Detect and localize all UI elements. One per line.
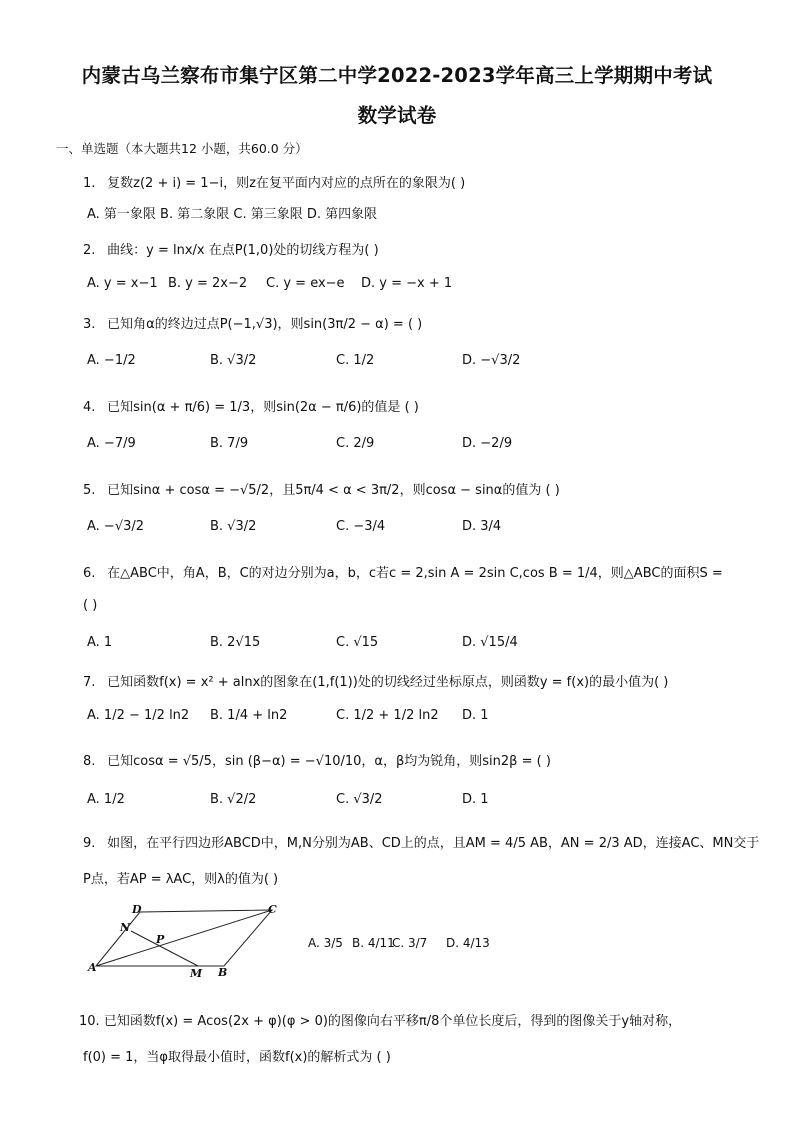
question-number: 3.: [83, 317, 96, 332]
question-stem: 在△ABC中，角A，B，C的对边分别为a，b，c若c = 2,sin A = 2sin C,cos B = 1/4，则△ABC的面积S =: [107, 566, 723, 581]
section-heading: 一、单选题（本大题共12 小题，共60.0 分）: [56, 141, 308, 156]
question-stem: 已知函数f(x) = x² + alnx的图象在(1,f(1))处的切线经过坐标原点，则函数y = f(x)的最小值为( ): [107, 675, 669, 690]
label-d: D: [132, 903, 142, 916]
question-8: [83, 750, 551, 769]
option-d: D. −√3/2: [462, 353, 521, 368]
option-d: D. 1: [462, 708, 489, 723]
option-a: A. 1/2 − 1/2 ln2: [87, 708, 190, 723]
question-stem: 已知函数f(x) = Acos(2x + φ)(φ > 0)的图像向右平移π/8个单位长度后，得到的图像关于y轴对称，: [103, 1014, 682, 1029]
option-d: D. y = −x + 1: [361, 276, 453, 291]
diagonal-ac: [96, 910, 272, 966]
question-number: 2.: [83, 243, 96, 258]
question-1: [83, 172, 465, 191]
question-6: [83, 562, 723, 581]
label-n: N: [120, 921, 131, 934]
option-c: C. 2/9: [336, 436, 375, 451]
option-b: B. √3/2: [210, 353, 257, 368]
option-b: B. 1/4 + ln2: [210, 708, 288, 723]
option-d: D. −2/9: [462, 436, 513, 451]
question-number: 5.: [83, 483, 96, 498]
question-10-continued: f(0) = 1，当φ取得最小值时，函数f(x)的解析式为 ( ): [83, 1050, 391, 1065]
option-b: B. √3/2: [210, 519, 257, 534]
label-a: A: [88, 961, 97, 974]
question-number: 10.: [79, 1014, 100, 1029]
option-b: B. 7/9: [210, 436, 249, 451]
question-stem: 已知角α的终边过点P(−1,√3)，则sin(3π/2 − α) = ( ): [107, 317, 423, 332]
option-a: A. −√3/2: [87, 519, 145, 534]
question-stem: 曲线：y = lnx/x 在点P(1,0)处的切线方程为( ): [107, 243, 379, 258]
parallelogram-figure: [86, 902, 296, 982]
question-number: 9.: [83, 836, 96, 851]
question-9: [83, 832, 759, 851]
question-number: 4.: [83, 400, 96, 415]
option-c: C. 3/7: [392, 936, 428, 950]
option-a: A. −1/2: [87, 353, 136, 368]
option-b: B. √2/2: [210, 792, 257, 807]
question-6-continued: ( ): [83, 598, 98, 613]
question-number: 8.: [83, 754, 96, 769]
exam-title: 内蒙古乌兰察布市集宁区第二中学2022-2023学年高三上学期期中考试: [81, 64, 713, 87]
option-c: C. y = ex−e: [266, 276, 345, 291]
question-5: [83, 479, 560, 498]
option-d: D. √15/4: [462, 635, 518, 650]
option-c: C. −3/4: [336, 519, 386, 534]
option-b: B. 4/11: [352, 936, 395, 950]
option-d: D. 3/4: [462, 519, 502, 534]
question-3: [83, 313, 422, 332]
label-b: B: [218, 966, 228, 979]
question-2: [83, 239, 379, 258]
label-p: P: [156, 933, 165, 946]
option-c: C. 1/2: [336, 353, 375, 368]
exam-subtitle: 数学试卷: [357, 104, 437, 127]
option-d: D. 1: [462, 792, 489, 807]
label-m: M: [190, 967, 203, 980]
question-stem: 已知cosα = √5/5，sin (β−α) = −√10/10，α，β均为锐角，则sin2β = ( ): [107, 754, 551, 769]
option-a: A. −7/9: [87, 436, 136, 451]
option-a: A. 3/5: [308, 936, 343, 950]
question-1-options: A. 第一象限 B. 第二象限 C. 第三象限 D. 第四象限: [87, 207, 378, 222]
option-b: B. y = 2x−2: [168, 276, 248, 291]
option-c: C. √3/2: [336, 792, 383, 807]
option-c: C. √15: [336, 635, 379, 650]
question-stem: 如图，在平行四边形ABCD中，M,N分别为AB、CD上的点，且AM = 4/5 AB，AN = 2/3 AD，连接AC、MN交于: [107, 836, 760, 851]
question-4: [83, 396, 419, 415]
option-b: B. 2√15: [210, 635, 261, 650]
question-stem: 已知sinα + cosα = −√5/2，且5π/4 < α < 3π/2，则cosα − sinα的值为 ( ): [107, 483, 560, 498]
question-number: 6.: [83, 566, 96, 581]
question-number: 1.: [83, 176, 96, 191]
question-7: [83, 671, 668, 690]
option-a: A. 1/2: [87, 792, 125, 807]
option-c: C. 1/2 + 1/2 ln2: [336, 708, 439, 723]
question-stem: 复数z(2 + i) = 1−i，则z在复平面内对应的点所在的象限为( ): [107, 176, 466, 191]
question-stem: 已知sin(α + π/6) = 1/3，则sin(2α − π/6)的值是 ( ): [107, 400, 419, 415]
option-d: D. 4/13: [446, 936, 490, 950]
option-a: A. 1: [87, 635, 113, 650]
question-number: 7.: [83, 675, 96, 690]
question-10: [79, 1010, 681, 1029]
option-a: A. y = x−1: [87, 276, 158, 291]
question-9-continued: P点，若AP = λAC，则λ的值为( ): [83, 872, 279, 887]
label-c: C: [268, 903, 277, 916]
